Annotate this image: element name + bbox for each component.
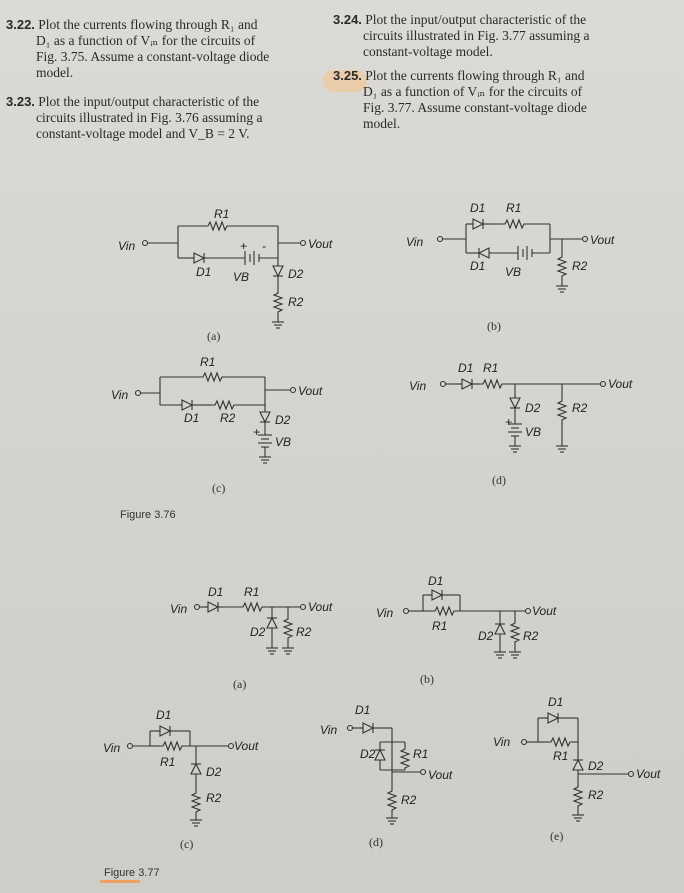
d1-label: D1 <box>156 708 172 722</box>
problem-number: 3.25. <box>333 68 362 83</box>
d1-label: D1 <box>548 695 564 709</box>
plus-label: + <box>253 425 261 439</box>
vin-label: Vin <box>406 235 424 249</box>
fig376a-circuit <box>143 222 306 328</box>
d1-label: D1 <box>428 574 444 588</box>
d1-label: D1 <box>184 411 200 425</box>
fig376-sub-c: (c) <box>212 481 226 495</box>
r2-label: R2 <box>206 791 222 805</box>
r2-label: R2 <box>288 295 304 309</box>
r1-label: R1 <box>200 355 216 369</box>
fig377-sub-e: (e) <box>550 829 564 843</box>
vout-label: Vout <box>308 237 333 251</box>
vb-label: VB <box>525 425 542 439</box>
vb-label: VB <box>275 435 292 449</box>
problem-line: model. <box>36 65 74 80</box>
fig376d-circuit <box>441 379 606 452</box>
problem-line: constant-voltage model and V_B = 2 V. <box>36 126 250 141</box>
problem-line: circuits illustrated in Fig. 3.77 assuming a <box>363 28 590 43</box>
fig376-sub-a: (a) <box>207 329 221 343</box>
r1-label: R1 <box>553 749 569 763</box>
problem-line: Plot the input/output characteristic of the <box>38 94 260 109</box>
vout-label: Vout <box>608 377 633 391</box>
r1-label: R1 <box>483 361 499 375</box>
d1-label: D1 <box>470 259 486 273</box>
d1-label: D1 <box>470 201 486 215</box>
vout-label: Vout <box>428 768 453 782</box>
vin-label: Vin <box>493 735 511 749</box>
d1-label: D1 <box>208 585 224 599</box>
fig377-sub-d: (d) <box>369 835 383 849</box>
vin-label: Vin <box>103 741 121 755</box>
d2-label: D2 <box>525 401 541 415</box>
d2-label: D2 <box>478 629 494 643</box>
fig376-sub-b: (b) <box>487 319 501 333</box>
problem-number: 3.22. <box>6 17 35 32</box>
vin-label: Vin <box>409 379 427 393</box>
problem-line: Fig. 3.75. Assume a constant-voltage diode <box>36 49 270 64</box>
r2-label: R2 <box>572 401 588 415</box>
d2-label: D2 <box>360 747 376 761</box>
r2-label: R2 <box>220 411 236 425</box>
d2-label: D2 <box>206 765 222 779</box>
r2-label: R2 <box>296 625 312 639</box>
fig377e-circuit <box>522 713 634 821</box>
problem-line: D₁ as a function of Vᵢₙ for the circuits of <box>363 84 583 99</box>
problem-line: constant-voltage model. <box>363 44 493 59</box>
r1-label: R1 <box>214 207 230 221</box>
minus-label: - <box>262 239 266 253</box>
d2-label: D2 <box>250 625 266 639</box>
r2-label: R2 <box>401 793 417 807</box>
vin-label: Vin <box>118 239 136 253</box>
vin-label: Vin <box>170 602 188 616</box>
plus-label: + <box>505 415 513 429</box>
r1-label: R1 <box>506 201 522 215</box>
d2-label: D2 <box>588 759 604 773</box>
vout-label: Vout <box>298 384 323 398</box>
r1-label: R1 <box>160 755 176 769</box>
r1-label: R1 <box>432 619 448 633</box>
problem-line: model. <box>363 116 401 131</box>
vout-label: Vout <box>590 233 615 247</box>
r1-label: R1 <box>244 585 260 599</box>
fig377b-circuit <box>404 590 531 658</box>
fig376-sub-d: (d) <box>492 473 506 487</box>
r1-label: R1 <box>413 747 429 761</box>
figure-377-caption: Figure 3.77 <box>104 867 160 879</box>
vout-label: Vout <box>234 739 259 753</box>
problem-line: circuits illustrated in Fig. 3.76 assuming a <box>36 110 263 125</box>
vin-label: Vin <box>111 388 129 402</box>
d1-label: D1 <box>458 361 474 375</box>
r2-label: R2 <box>588 788 604 802</box>
vout-label: Vout <box>308 600 333 614</box>
vb-label: VB <box>233 270 250 284</box>
problem-line: D₁ as a function of Vᵢₙ for the circuits of <box>36 33 256 48</box>
problem-line: Plot the currents flowing through R₁ and <box>38 17 258 32</box>
fig377-sub-b: (b) <box>420 672 434 686</box>
d2-label: D2 <box>288 267 304 281</box>
problem-line: Fig. 3.77. Assume constant-voltage diode <box>363 100 587 115</box>
r2-label: R2 <box>523 629 539 643</box>
vb-label: VB <box>505 265 522 279</box>
problem-number: 3.23. <box>6 94 35 109</box>
problem-line: Plot the input/output characteristic of the <box>365 12 587 27</box>
vin-label: Vin <box>376 606 394 620</box>
fig377-sub-c: (c) <box>180 837 194 851</box>
problem-line: Plot the currents flowing through R₁ and <box>365 68 585 83</box>
d2-label: D2 <box>275 413 291 427</box>
fig377d-circuit <box>348 723 429 824</box>
fig376c-circuit <box>136 373 296 463</box>
r2-label: R2 <box>572 259 588 273</box>
fig376b-circuit <box>438 219 588 292</box>
caption-underline-mark <box>100 880 140 883</box>
vout-label: Vout <box>532 604 557 618</box>
d1-label: D1 <box>355 703 371 717</box>
d1-label: D1 <box>196 265 212 279</box>
fig377-sub-a: (a) <box>233 677 247 691</box>
vout-label: Vout <box>636 767 661 781</box>
figure-376-caption: Figure 3.76 <box>120 509 176 521</box>
problem-number: 3.24. <box>333 12 362 27</box>
plus-label: + <box>240 239 248 253</box>
vin-label: Vin <box>320 723 338 737</box>
